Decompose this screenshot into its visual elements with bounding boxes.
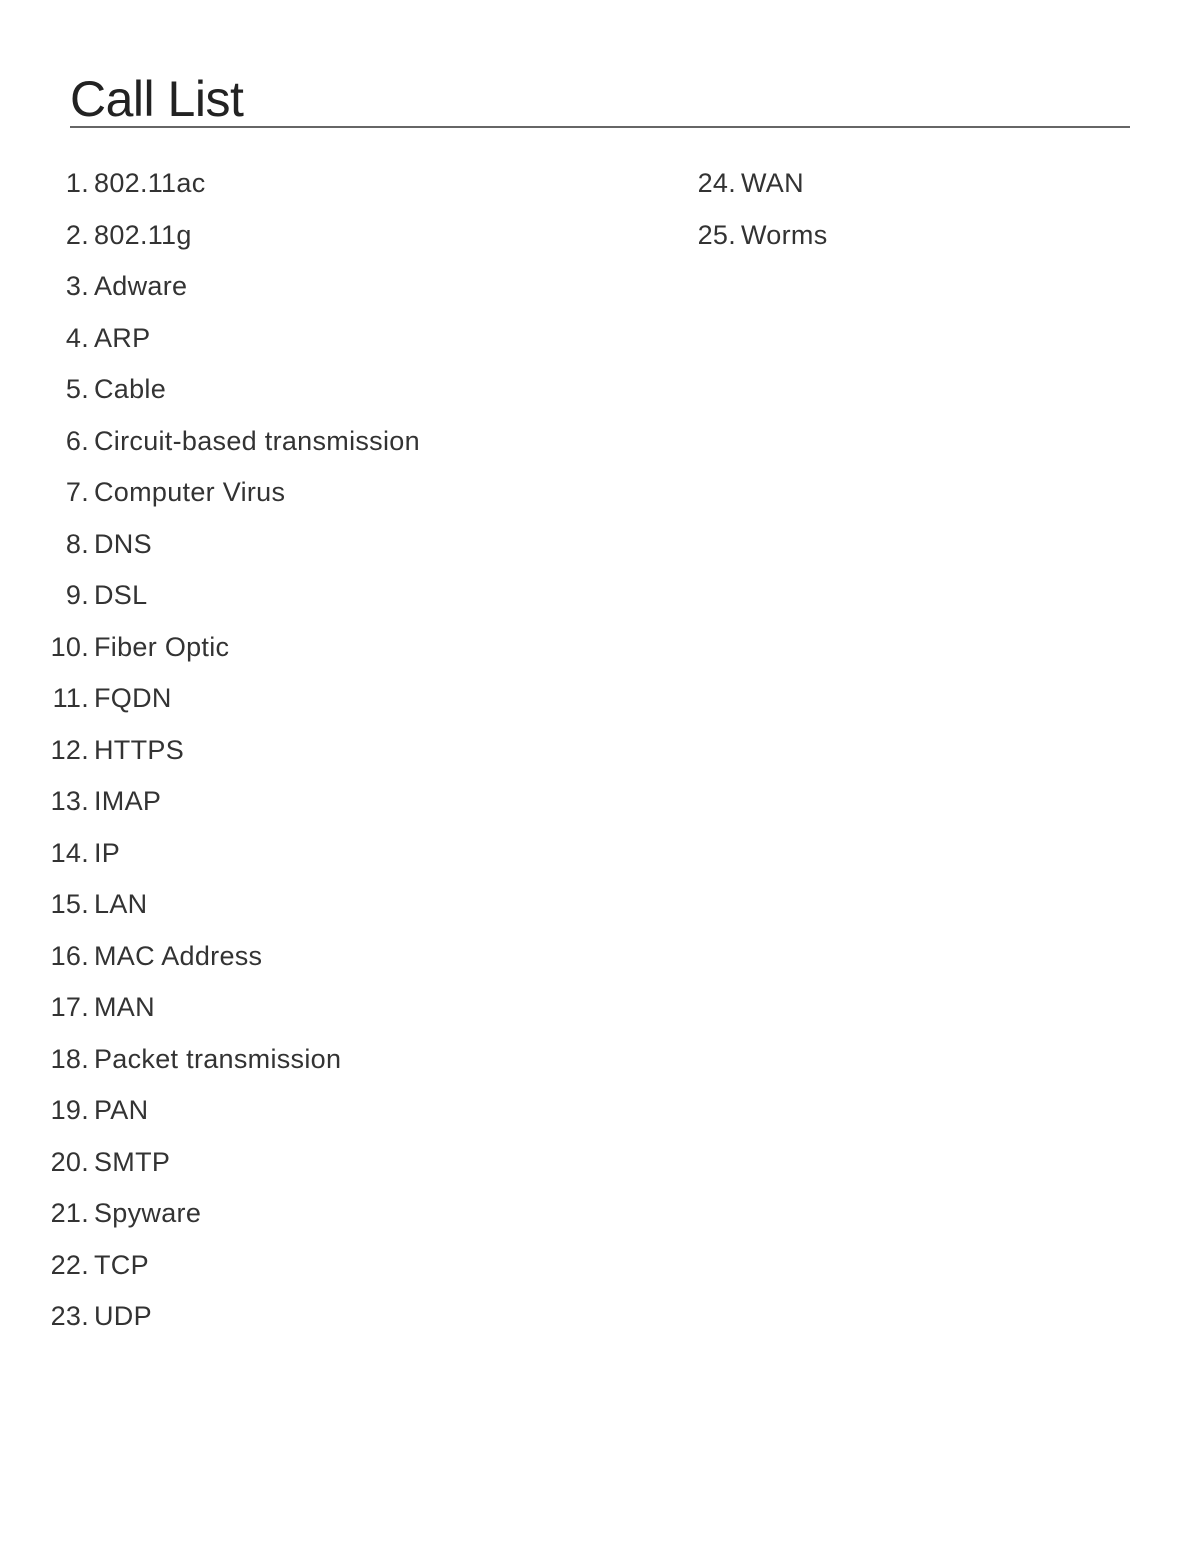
list-item-number: 13. — [50, 786, 89, 816]
list-item-number: 2. — [65, 219, 89, 250]
list-item-number: 15. — [50, 889, 89, 919]
list-item-number: 16. — [50, 940, 89, 971]
list-item — [0, 416, 420, 468]
list-item-term: SMTP — [94, 1146, 171, 1177]
list-item-number: 17. — [50, 992, 89, 1022]
list-item-term: ARP — [94, 322, 151, 353]
list-item-term: Fiber Optic — [94, 631, 230, 662]
list-item-number: 8. — [65, 528, 89, 559]
title-divider — [70, 126, 1130, 128]
list-item — [0, 622, 420, 674]
list-item — [0, 364, 420, 416]
list-item-number: 4. — [65, 322, 89, 353]
list-item — [647, 158, 828, 210]
list-item — [0, 467, 420, 519]
list-item — [0, 673, 420, 725]
list-item — [0, 1240, 420, 1292]
list-item-number: 20. — [50, 1146, 89, 1177]
list-item-number: 12. — [50, 734, 89, 765]
list-item-term: UDP — [94, 1301, 152, 1331]
list-item-number: 22. — [50, 1249, 89, 1280]
list-item-term: HTTPS — [94, 734, 185, 765]
list-item-number: 6. — [65, 425, 89, 456]
list-item-term: Packet transmission — [94, 1043, 342, 1074]
list-item-number: 3. — [65, 271, 89, 301]
list-item — [0, 879, 420, 931]
list-item-term: Circuit-based transmission — [94, 425, 420, 456]
page-title: Call List — [70, 71, 244, 127]
list-item — [0, 210, 420, 262]
list-item — [0, 1137, 420, 1189]
list-item — [0, 1291, 420, 1343]
list-item-term: Cable — [94, 374, 167, 404]
list-item-number: 14. — [50, 837, 89, 868]
list-item — [0, 828, 420, 880]
list-item-number: 18. — [50, 1043, 89, 1074]
list-item-number: 23. — [50, 1301, 89, 1331]
list-item-number: 21. — [50, 1198, 89, 1228]
list-item-term: 802.11ac — [94, 168, 206, 198]
list-item-term: MAC Address — [94, 940, 263, 971]
list-item-term: IMAP — [94, 786, 162, 816]
list-item-number: 10. — [50, 631, 89, 662]
list-item-term: DSL — [94, 580, 148, 610]
call-list-column-right — [647, 158, 828, 261]
list-item — [0, 982, 420, 1034]
list-item — [0, 313, 420, 365]
list-item-term: PAN — [94, 1095, 149, 1125]
list-item-number: 11. — [52, 683, 89, 713]
list-item-term: 802.11g — [94, 219, 192, 250]
list-item — [0, 1034, 420, 1086]
list-item-number: 1. — [65, 168, 89, 198]
list-item-number: 7. — [65, 477, 89, 507]
list-item-term: WAN — [741, 168, 804, 198]
list-item — [0, 1085, 420, 1137]
list-item — [0, 725, 420, 777]
list-item — [0, 158, 420, 210]
list-item-term: DNS — [94, 528, 152, 559]
list-item — [0, 570, 420, 622]
list-item-number: 24. — [697, 168, 736, 198]
list-item-term: Adware — [94, 271, 188, 301]
list-item-term: Spyware — [94, 1198, 202, 1228]
list-item-term: FQDN — [94, 683, 172, 713]
list-item-number: 19. — [50, 1095, 89, 1125]
list-item-term: IP — [94, 837, 121, 868]
list-item-term: TCP — [94, 1249, 149, 1280]
list-item — [0, 519, 420, 571]
list-item — [0, 776, 420, 828]
list-item — [0, 931, 420, 983]
list-item — [0, 261, 420, 313]
list-item-number: 9. — [65, 580, 89, 610]
list-item — [647, 210, 828, 262]
list-item — [0, 1188, 420, 1240]
list-item-term: LAN — [94, 889, 148, 919]
list-item-number: 5. — [65, 374, 89, 404]
call-list-column-left — [0, 158, 420, 1343]
list-item-number: 25. — [697, 219, 736, 250]
list-item-term: Computer Virus — [94, 477, 286, 507]
list-item-term: Worms — [741, 219, 828, 250]
list-item-term: MAN — [94, 992, 155, 1022]
